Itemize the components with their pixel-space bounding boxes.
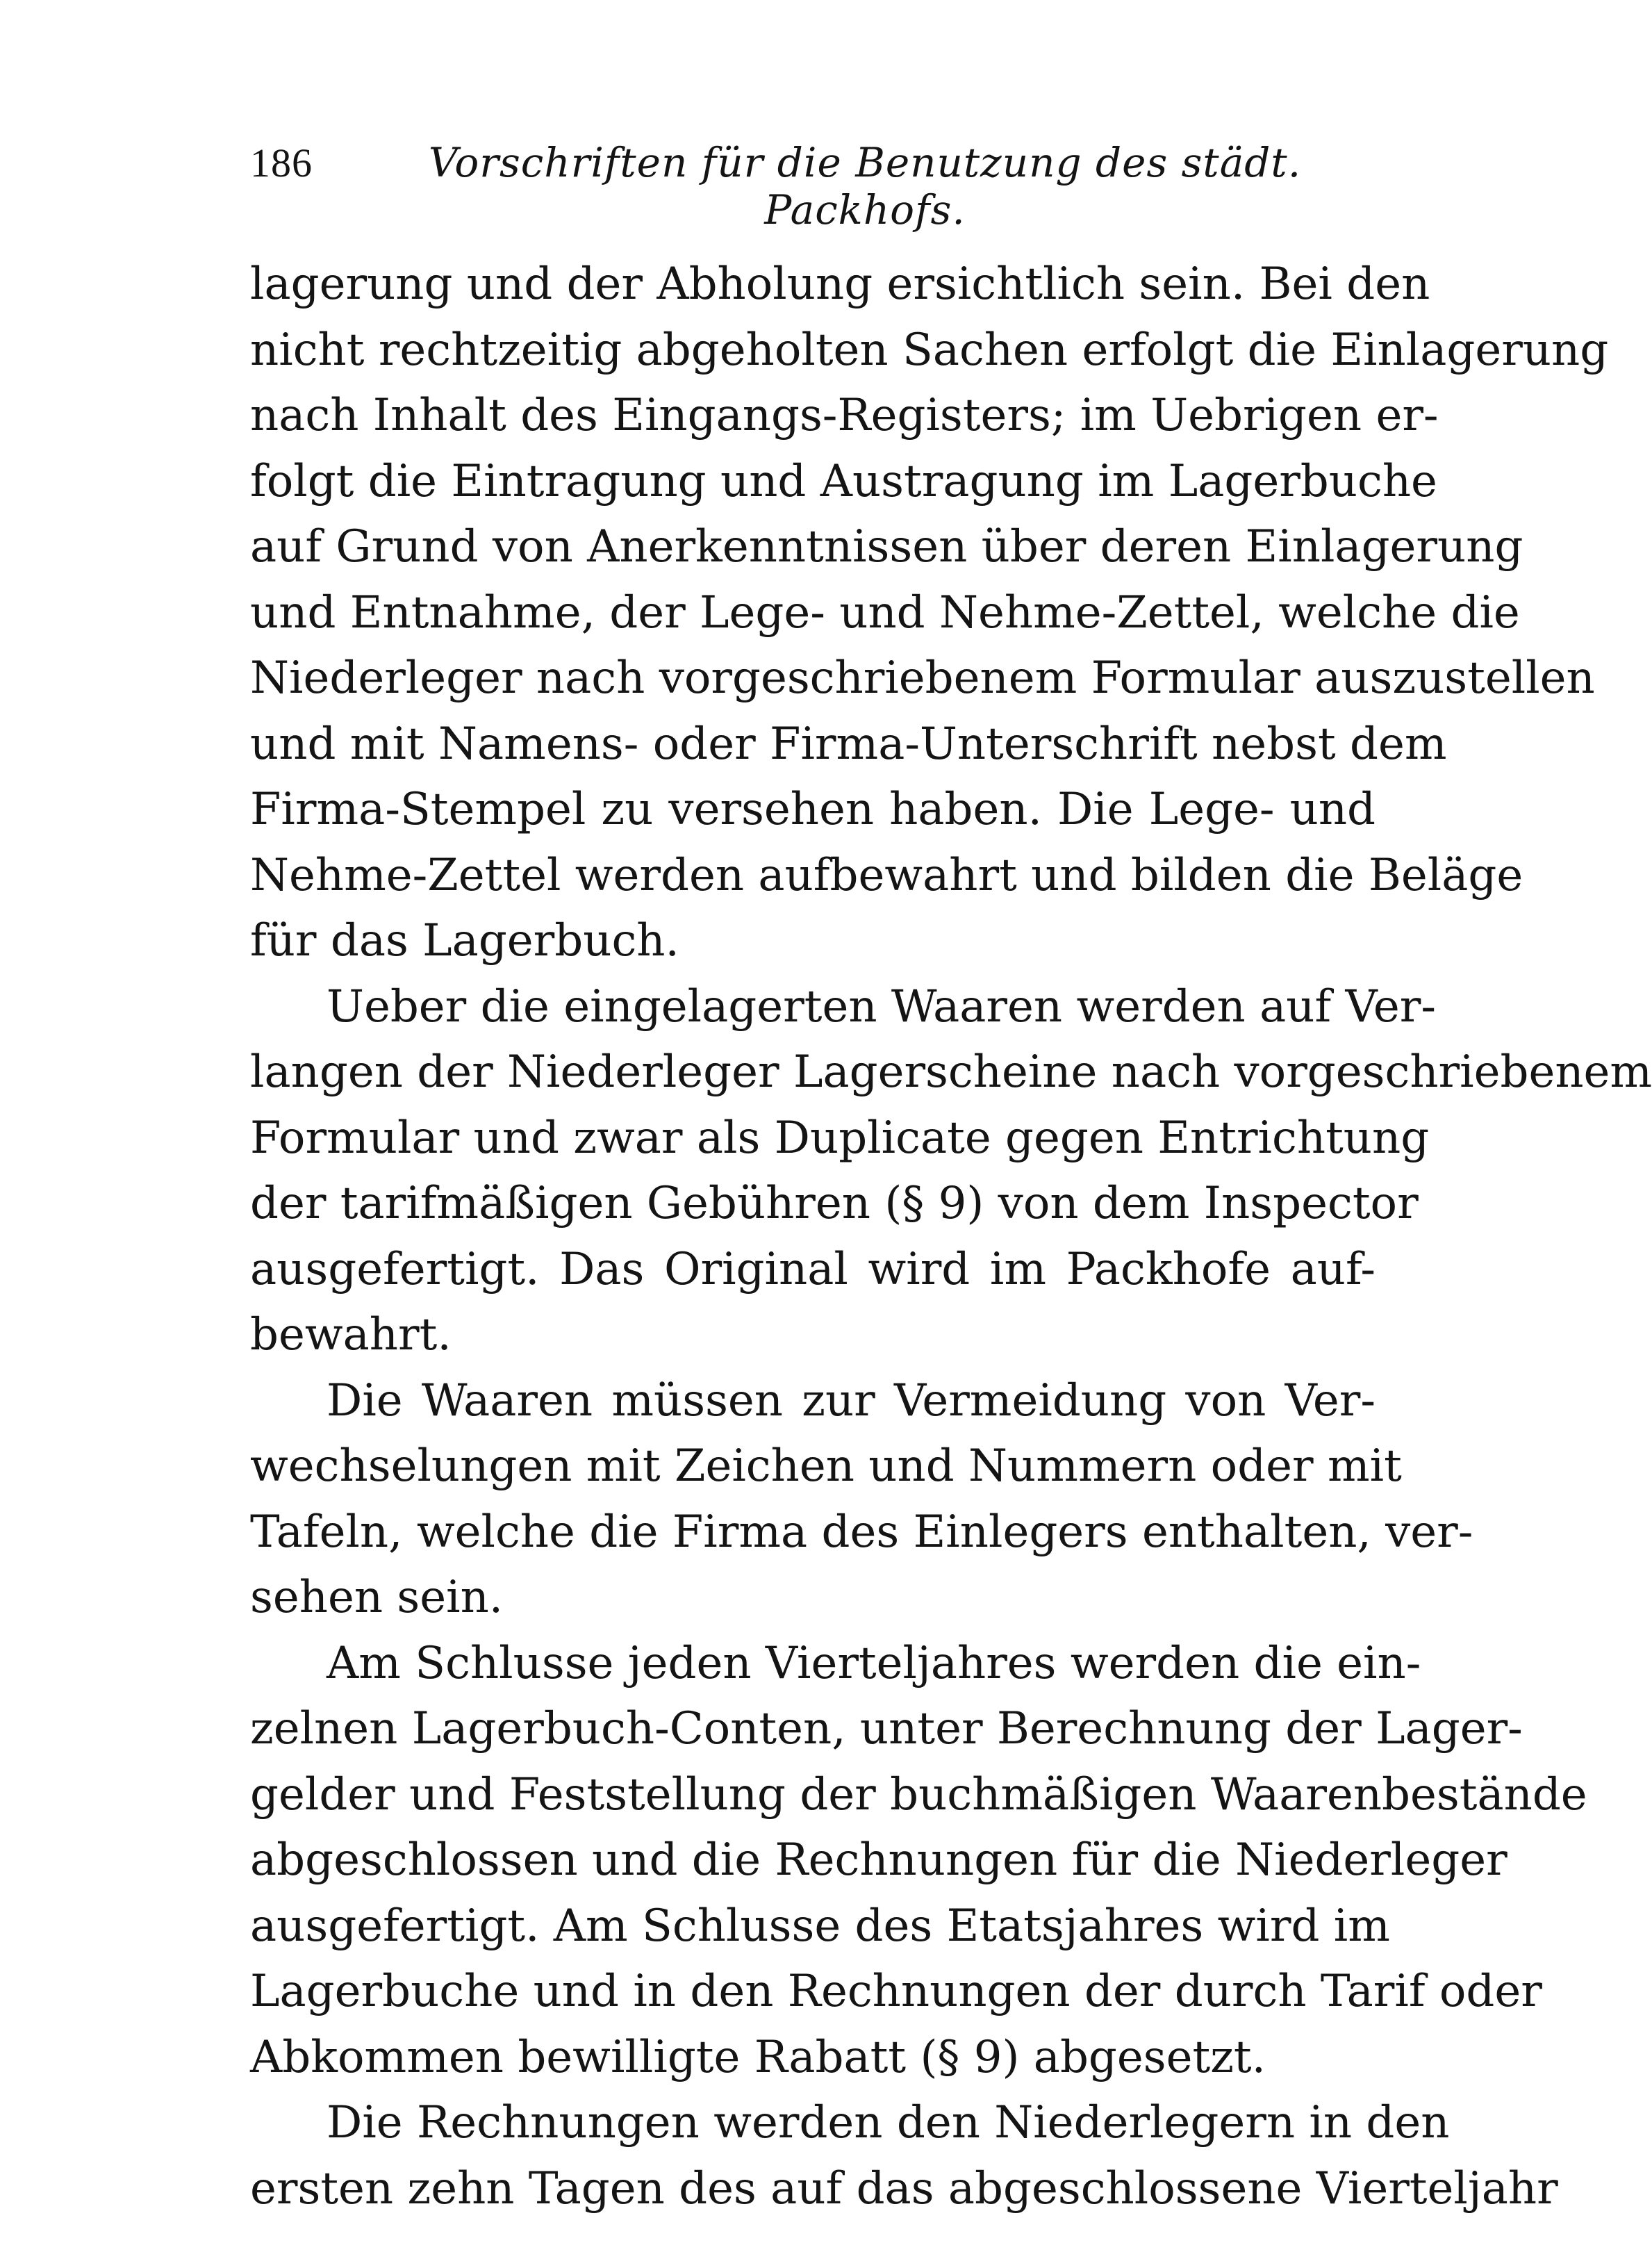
page-header <box>250 139 1376 233</box>
text-line: der tarifmäßigen Gebühren (§ 9) von dem Inspector <box>250 1178 1419 1229</box>
text-line: lagerung und der Abholung ersichtlich sein. Bei den <box>250 258 1430 310</box>
paragraph-start-line: Am Schlusse jeden Vierteljahres werden die ein- <box>327 1637 1421 1689</box>
text-line: Nehme-Zettel werden aufbewahrt und bilden die Beläge <box>250 849 1523 901</box>
text-line: langen der Niederleger Lagerscheine nach vorgeschriebenem <box>250 1046 1652 1098</box>
paragraph-start-line: Die Waaren müssen zur Vermeidung von Ver- <box>327 1374 1376 1427</box>
text-line: Niederleger nach vorgeschriebenem Formular auszustellen <box>250 652 1595 704</box>
text-line: zelnen Lagerbuch-Conten, unter Berechnung der Lager- <box>250 1703 1523 1755</box>
body-text <box>250 252 1652 2221</box>
text-line: bewahrt. <box>250 1309 452 1361</box>
text-line: Tafeln, welche die Firma des Einlegers enthalten, ver- <box>250 1506 1473 1558</box>
paragraph-start-line: Ueber die eingelagerten Waaren werden auf Ver- <box>327 980 1436 1033</box>
text-line: gelder und Feststellung der buchmäßigen Waarenbestände <box>250 1768 1587 1821</box>
text-line: abgeschlossen und die Rechnungen für die Niederleger <box>250 1834 1508 1886</box>
text-line: Formular und zwar als Duplicate gegen Entrichtung <box>250 1112 1430 1164</box>
paragraph-start-line: Die Rechnungen werden den Niederlegern in den <box>327 2097 1450 2148</box>
text-line: folgt die Eintragung und Austragung im Lagerbuche <box>250 455 1437 507</box>
text-line: wechselungen mit Zeichen und Nummern oder mit <box>250 1440 1402 1492</box>
running-title: Vorschriften für die Benutzung des städt. Packhofs. <box>428 139 1302 233</box>
text-line: und Entnahme, der Lege- und Nehme-Zettel, welche die <box>250 586 1520 639</box>
text-line: ausgefertigt. Am Schlusse des Etatsjahres wird im <box>250 1900 1390 1952</box>
text-line: nicht rechtzeitig abgeholten Sachen erfolgt die Einlagerung <box>250 324 1609 376</box>
text-line: Firma-Stempel zu versehen haben. Die Lege- und <box>250 784 1376 835</box>
text-line: für das Lagerbuch. <box>250 915 679 967</box>
text-line: auf Grund von Anerkenntnissen über deren Einlagerung <box>250 521 1523 573</box>
page-number: 186 <box>250 140 313 186</box>
text-line: sehen sein. <box>250 1572 504 1623</box>
text-line: und mit Namens- oder Firma-Unterschrift nebst dem <box>250 718 1447 770</box>
text-line: nach Inhalt des Eingangs-Registers; im Uebrigen er- <box>250 390 1439 441</box>
text-line: ausgefertigt. Das Original wird im Packhofe auf- <box>250 1243 1376 1295</box>
text-line: Lagerbuche und in den Rechnungen der durch Tarif oder <box>250 1966 1542 2017</box>
text-line: Abkommen bewilligte Rabatt (§ 9) abgesetzt. <box>250 2031 1266 2083</box>
text-line: ersten zehn Tagen des auf das abgeschlossene Vierteljahr <box>250 2162 1558 2214</box>
